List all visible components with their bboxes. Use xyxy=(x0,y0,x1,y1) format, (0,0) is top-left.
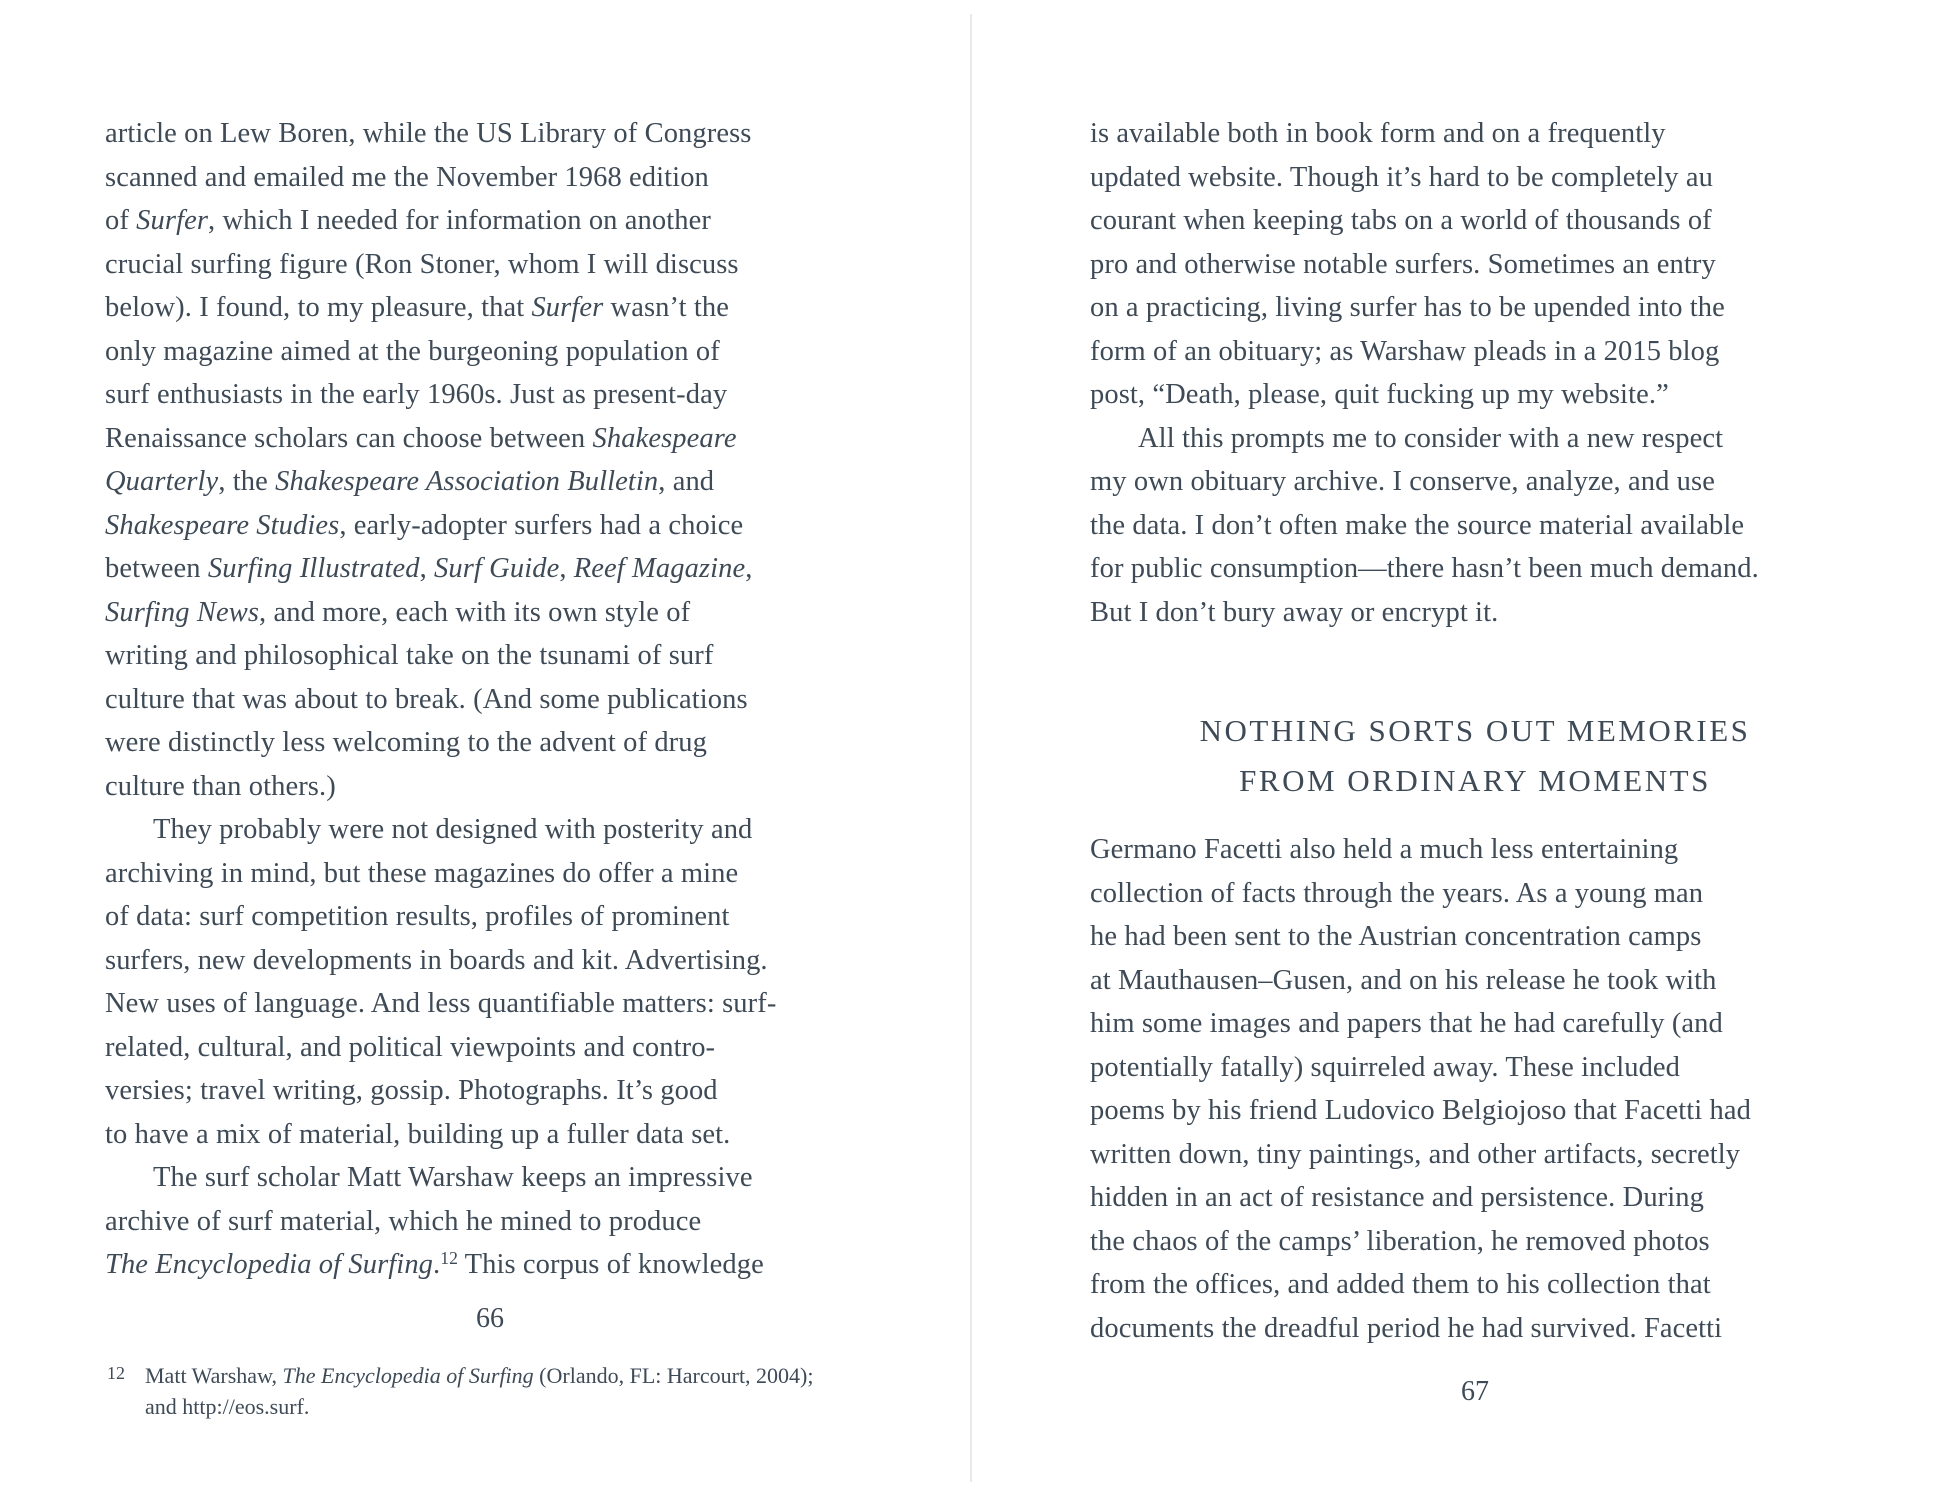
text-line: archiving in mind, but these magazines do offer a mine xyxy=(105,857,739,889)
text-line: crucial surfing figure (Ron Stoner, whom I will discuss xyxy=(105,248,739,280)
section-heading-line-1: NOTHING SORTS OUT MEMORIES xyxy=(1199,713,1751,748)
text-line: scanned and emailed me the November 1968 edition xyxy=(105,161,709,193)
text-line: surf enthusiasts in the early 1960s. Just as present-day xyxy=(105,379,728,410)
text-line: potentially fatally) squirreled away. These included xyxy=(1090,1051,1681,1083)
text-line: of data: surf competition results, profiles of prominent xyxy=(105,901,730,932)
left-page xyxy=(105,112,875,1500)
section-heading-line-2: FROM ORDINARY MOMENTS xyxy=(1239,763,1711,798)
footnote-marker: 12 xyxy=(107,1363,125,1383)
text-line: collection of facts through the years. As a young man xyxy=(1090,877,1704,909)
text-line: the data. I don’t often make the source material available xyxy=(1090,509,1745,541)
section-heading xyxy=(1090,706,1860,806)
text-line: Renaissance scholars can choose between Shakespeare xyxy=(105,422,737,454)
text-line: New uses of language. And less quantifiable matters: surf- xyxy=(105,988,777,1019)
right-page xyxy=(1090,112,1860,1500)
text-line: to have a mix of material, building up a fuller data set. xyxy=(105,1118,731,1150)
text-line: culture that was about to break. (And some publications xyxy=(105,683,748,715)
footnote-text xyxy=(145,1360,814,1422)
text-line: post, “Death, please, quit fucking up my website.” xyxy=(1090,379,1669,410)
text-line: hidden in an act of resistance and persistence. During xyxy=(1090,1182,1704,1213)
right-page-body-text-top xyxy=(1090,112,1860,634)
text-line: Matt Warshaw, The Encyclopedia of Surfing (Orlando, FL: Harcourt, 2004); xyxy=(145,1363,814,1388)
text-line: updated website. Though it’s hard to be completely au xyxy=(1090,161,1713,193)
text-line: But I don’t bury away or encrypt it. xyxy=(1090,596,1499,628)
text-line: They probably were not designed with posterity and xyxy=(153,814,753,845)
text-line: my own obituary archive. I conserve, analyze, and use xyxy=(1090,466,1715,497)
text-line: written down, tiny paintings, and other artifacts, secretly xyxy=(1090,1138,1741,1170)
text-line: at Mauthausen–Gusen, and on his release he took with xyxy=(1090,964,1717,996)
text-line: form of an obituary; as Warshaw pleads in a 2015 blog xyxy=(1090,335,1720,367)
text-line: The Encyclopedia of Surfing.$^{12}$ This corpus of knowledge xyxy=(105,1248,764,1280)
text-line: he had been sent to the Austrian concentration camps xyxy=(1090,921,1702,952)
text-line: All this prompts me to consider with a new respect xyxy=(1138,422,1724,454)
text-line: only magazine aimed at the burgeoning population of xyxy=(105,335,720,367)
text-line: below). I found, to my pleasure, that Surfer wasn’t the xyxy=(105,292,729,323)
text-line: is available both in book form and on a frequently xyxy=(1090,118,1666,149)
left-page-number: 66 xyxy=(476,1303,504,1334)
text-line: him some images and papers that he had carefully (and xyxy=(1090,1008,1723,1039)
left-page-body-text xyxy=(105,112,875,1290)
text-line: Germano Facetti also held a much less entertaining xyxy=(1090,834,1679,865)
text-line: were distinctly less welcoming to the advent of drug xyxy=(105,727,707,758)
text-line: culture than others.) xyxy=(105,770,336,802)
text-line: Quarterly, the Shakespeare Association Bulletin, and xyxy=(105,466,715,497)
text-line: between Surfing Illustrated, Surf Guide, Reef Magazine, xyxy=(105,553,753,584)
text-line: surfers, new developments in boards and kit. Advertising. xyxy=(105,944,768,976)
page-divider xyxy=(970,14,972,1482)
text-line: on a practicing, living surfer has to be upended into the xyxy=(1090,292,1725,323)
text-line: courant when keeping tabs on a world of thousands of xyxy=(1090,205,1712,236)
text-line: documents the dreadful period he had survived. Facetti xyxy=(1090,1312,1723,1344)
text-line: for public consumption—there hasn’t been much demand. xyxy=(1090,553,1759,584)
text-line: pro and otherwise notable surfers. Sometimes an entry xyxy=(1090,248,1716,280)
right-page-number: 67 xyxy=(1461,1376,1489,1407)
text-line: and http://eos.surf. xyxy=(145,1394,310,1419)
text-line: The surf scholar Matt Warshaw keeps an impressive xyxy=(153,1162,753,1193)
text-line: poems by his friend Ludovico Belgiojoso that Facetti had xyxy=(1090,1095,1751,1126)
text-line: Shakespeare Studies, early-adopter surfers had a choice xyxy=(105,509,744,541)
text-line: the chaos of the camps’ liberation, he removed photos xyxy=(1090,1225,1710,1257)
text-line: article on Lew Boren, while the US Library of Congress xyxy=(105,118,752,149)
text-line: archive of surf material, which he mined to produce xyxy=(105,1205,702,1237)
right-page-body-text-bottom xyxy=(1090,828,1751,1350)
text-line: related, cultural, and political viewpoints and contro- xyxy=(105,1031,716,1063)
text-line: versies; travel writing, gossip. Photographs. It’s good xyxy=(105,1075,718,1106)
text-line: of Surfer, which I needed for information on another xyxy=(105,205,711,236)
text-line: from the offices, and added them to his collection that xyxy=(1090,1269,1711,1300)
text-line: Surfing News, and more, each with its own style of xyxy=(105,596,691,628)
footnote xyxy=(107,1360,814,1422)
text-line: writing and philosophical take on the tsunami of surf xyxy=(105,640,714,671)
